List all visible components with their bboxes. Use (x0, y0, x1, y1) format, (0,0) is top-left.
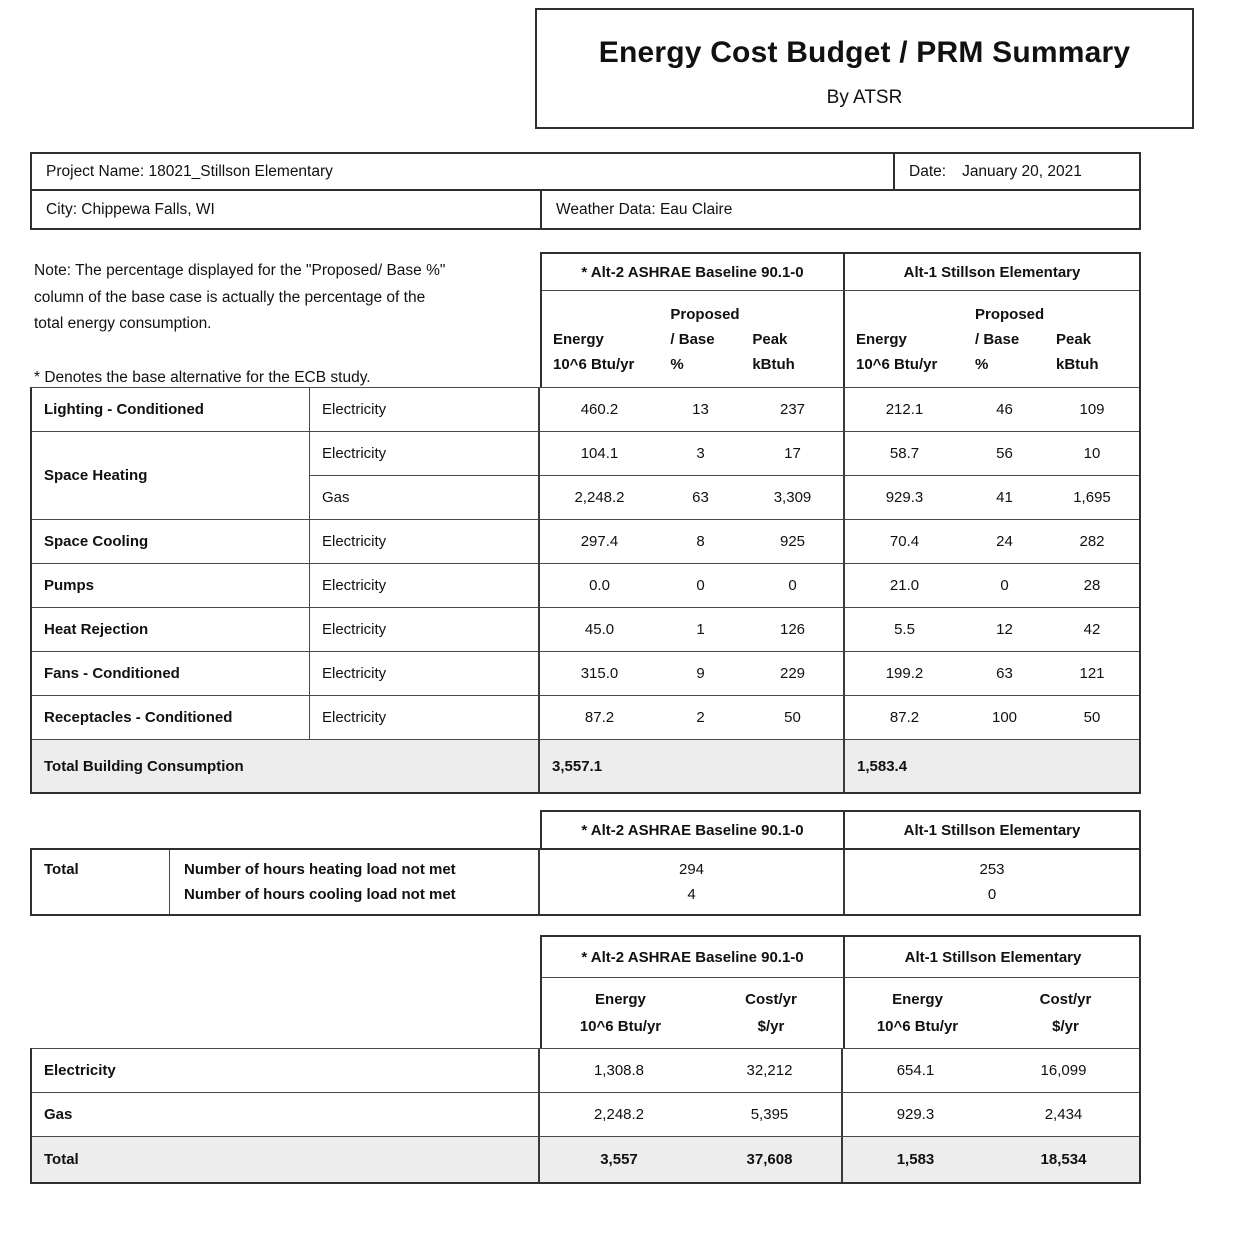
category-cell: Space Cooling (32, 520, 310, 564)
cost-table (30, 1048, 1141, 1184)
category-cell: Pumps (32, 564, 310, 608)
value-cell: 1,308.8 (540, 1049, 698, 1093)
alt1-title: Alt-1 Stillson Elementary (845, 937, 1141, 978)
value-cell: 237 (742, 388, 845, 432)
title-box (535, 8, 1194, 129)
ecb-note (34, 258, 534, 391)
total-consumption-label: Total Building Consumption (32, 740, 540, 792)
note-line-3: total energy consumption. (34, 315, 212, 332)
value-cell: 41 (964, 476, 1045, 520)
total-consumption-alt1: 1,583.4 (845, 740, 1139, 792)
alt2-cost-header: Cost/yr $/yr (745, 991, 797, 1035)
value-cell: 100 (964, 696, 1045, 740)
heating-hours-label: Number of hours heating load not met (184, 861, 456, 878)
base-footnote: * Denotes the base alternative for the ECB study. (34, 368, 371, 386)
date-cell (895, 154, 1139, 189)
value-cell: 121 (1045, 652, 1139, 696)
value-cell: 126 (742, 608, 845, 652)
category-cell: Fans - Conditioned (32, 652, 310, 696)
hours-values-alt2: 294 4 (540, 850, 845, 914)
value-cell: 16,099 (988, 1049, 1139, 1093)
value-cell: 212.1 (845, 388, 964, 432)
value-cell: 42 (1045, 608, 1139, 652)
value-cell: 5.5 (845, 608, 964, 652)
alt2-cost-column-headers (542, 978, 845, 1048)
value-cell: 87.2 (845, 696, 964, 740)
alt1-energy-header: Energy 10^6 Btu/yr (856, 331, 938, 373)
project-row-1 (32, 154, 1139, 191)
value-cell: 929.3 (843, 1093, 988, 1137)
fuel-cell: Electricity (310, 608, 540, 652)
value-cell: 3 (659, 432, 742, 476)
hours-values-alt1: 253 0 (979, 861, 1005, 903)
value-cell: 0.0 (540, 564, 659, 608)
cost-total-value: 18,534 (988, 1137, 1139, 1182)
value-cell: 50 (1045, 696, 1139, 740)
value-cell: 5,395 (698, 1093, 843, 1137)
value-cell: 56 (964, 432, 1045, 476)
consumption-table-header (540, 252, 1141, 387)
value-cell: 46 (964, 388, 1045, 432)
category-cell: Lighting - Conditioned (32, 388, 310, 432)
value-cell: 45.0 (540, 608, 659, 652)
date-value: January 20, 2021 (962, 162, 1082, 180)
alt2-energy-header: Energy 10^6 Btu/yr (579, 991, 662, 1035)
alt1-proposed-base-header: Proposed / Base % (975, 306, 1045, 373)
value-cell: 50 (742, 696, 845, 740)
fuel-cell: Gas (310, 476, 540, 520)
value-cell: 929.3 (845, 476, 964, 520)
value-cell: 315.0 (540, 652, 659, 696)
project-name-cell: Project Name: 18021_Stillson Elementary (32, 154, 895, 189)
cooling-hours-label: Number of hours cooling load not met (184, 886, 456, 903)
alt1-energy-header: Energy 10^6 Btu/yr (876, 991, 959, 1035)
category-cell: Heat Rejection (32, 608, 310, 652)
value-cell: 58.7 (845, 432, 964, 476)
alt1-cost-column-headers (845, 978, 1141, 1048)
weather-cell: Weather Data: Eau Claire (556, 200, 733, 218)
value-cell: 13 (659, 388, 742, 432)
value-cell: 460.2 (540, 388, 659, 432)
value-cell: 654.1 (843, 1049, 988, 1093)
fuel-cell: Electricity (310, 520, 540, 564)
alt2-title: * Alt-2 ASHRAE Baseline 90.1-0 (542, 937, 845, 978)
value-cell: 2 (659, 696, 742, 740)
fuel-cell: Electricity (310, 388, 540, 432)
category-cell: Receptacles - Conditioned (32, 696, 310, 740)
fuel-cell: Electricity (310, 432, 540, 476)
cost-total-value: 37,608 (698, 1137, 843, 1182)
value-cell: 28 (1045, 564, 1139, 608)
cost-total-label: Total (32, 1137, 540, 1182)
cost-total-value: 1,583 (843, 1137, 988, 1182)
note-line-2: column of the base case is actually the percentage of the (34, 288, 426, 306)
value-cell: 8 (659, 520, 742, 564)
fuel-cell: Electricity (310, 696, 540, 740)
value-cell: 297.4 (540, 520, 659, 564)
alt2-title: * Alt-2 ASHRAE Baseline 90.1-0 (542, 254, 845, 291)
value-cell: 17 (742, 432, 845, 476)
alt2-proposed-base-header: Proposed / Base % (670, 306, 740, 373)
report-title: Energy Cost Budget / PRM Summary (598, 36, 1131, 69)
hours-metrics (170, 850, 540, 914)
value-cell: 63 (659, 476, 742, 520)
alt1-peak-header: Peak kBtuh (1056, 331, 1099, 373)
value-cell: 229 (742, 652, 845, 696)
value-cell: 109 (1045, 388, 1139, 432)
hours-table-body (30, 848, 1141, 916)
value-cell: 87.2 (540, 696, 659, 740)
value-cell: 0 (964, 564, 1045, 608)
value-cell: 282 (1045, 520, 1139, 564)
value-cell: 21.0 (845, 564, 964, 608)
project-info-table (30, 152, 1141, 230)
cost-table-header (540, 935, 1141, 1048)
value-cell: 0 (659, 564, 742, 608)
value-cell: 9 (659, 652, 742, 696)
value-cell: 3,309 (742, 476, 845, 520)
value-cell: 32,212 (698, 1049, 843, 1093)
alt2-column-headers (542, 291, 845, 387)
value-cell: 10 (1045, 432, 1139, 476)
consumption-table (30, 387, 1141, 794)
value-cell: 1,695 (1045, 476, 1139, 520)
report-subtitle: By ATSR (826, 87, 903, 108)
value-cell: 12 (964, 608, 1045, 652)
value-cell: 199.2 (845, 652, 964, 696)
fuel-label-cell: Gas (32, 1093, 540, 1137)
alt1-title: Alt-1 Stillson Elementary (845, 254, 1139, 291)
value-cell: 2,434 (988, 1093, 1139, 1137)
value-cell: 1 (659, 608, 742, 652)
hours-table-header (540, 810, 1141, 848)
value-cell: 70.4 (845, 520, 964, 564)
value-cell: 0 (742, 564, 845, 608)
hours-row-label: Total (32, 850, 170, 914)
alt2-peak-header: Peak kBtuh (752, 331, 795, 373)
alt1-column-headers (845, 291, 1139, 387)
value-cell: 2,248.2 (540, 1093, 698, 1137)
value-cell: 24 (964, 520, 1045, 564)
alt1-cost-header: Cost/yr $/yr (1039, 991, 1092, 1035)
fuel-cell: Electricity (310, 564, 540, 608)
category-cell: Space Heating (32, 432, 310, 520)
note-line-1: Note: The percentage displayed for the "Proposed/ Base %" (34, 262, 446, 279)
fuel-cell: Electricity (310, 652, 540, 696)
value-cell: 2,248.2 (540, 476, 659, 520)
alt1-title: Alt-1 Stillson Elementary (903, 821, 1081, 839)
value-cell: 925 (742, 520, 845, 564)
value-cell: 104.1 (540, 432, 659, 476)
total-consumption-alt2: 3,557.1 (540, 740, 845, 792)
value-cell: 63 (964, 652, 1045, 696)
alt2-energy-header: Energy 10^6 Btu/yr (553, 331, 635, 373)
cost-total-value: 3,557 (540, 1137, 698, 1182)
city-cell: City: Chippewa Falls, WI (32, 191, 542, 228)
date-label: Date: (909, 162, 947, 180)
project-row-2 (32, 191, 1139, 228)
alt2-title: * Alt-2 ASHRAE Baseline 90.1-0 (542, 812, 845, 848)
fuel-label-cell: Electricity (32, 1049, 540, 1093)
